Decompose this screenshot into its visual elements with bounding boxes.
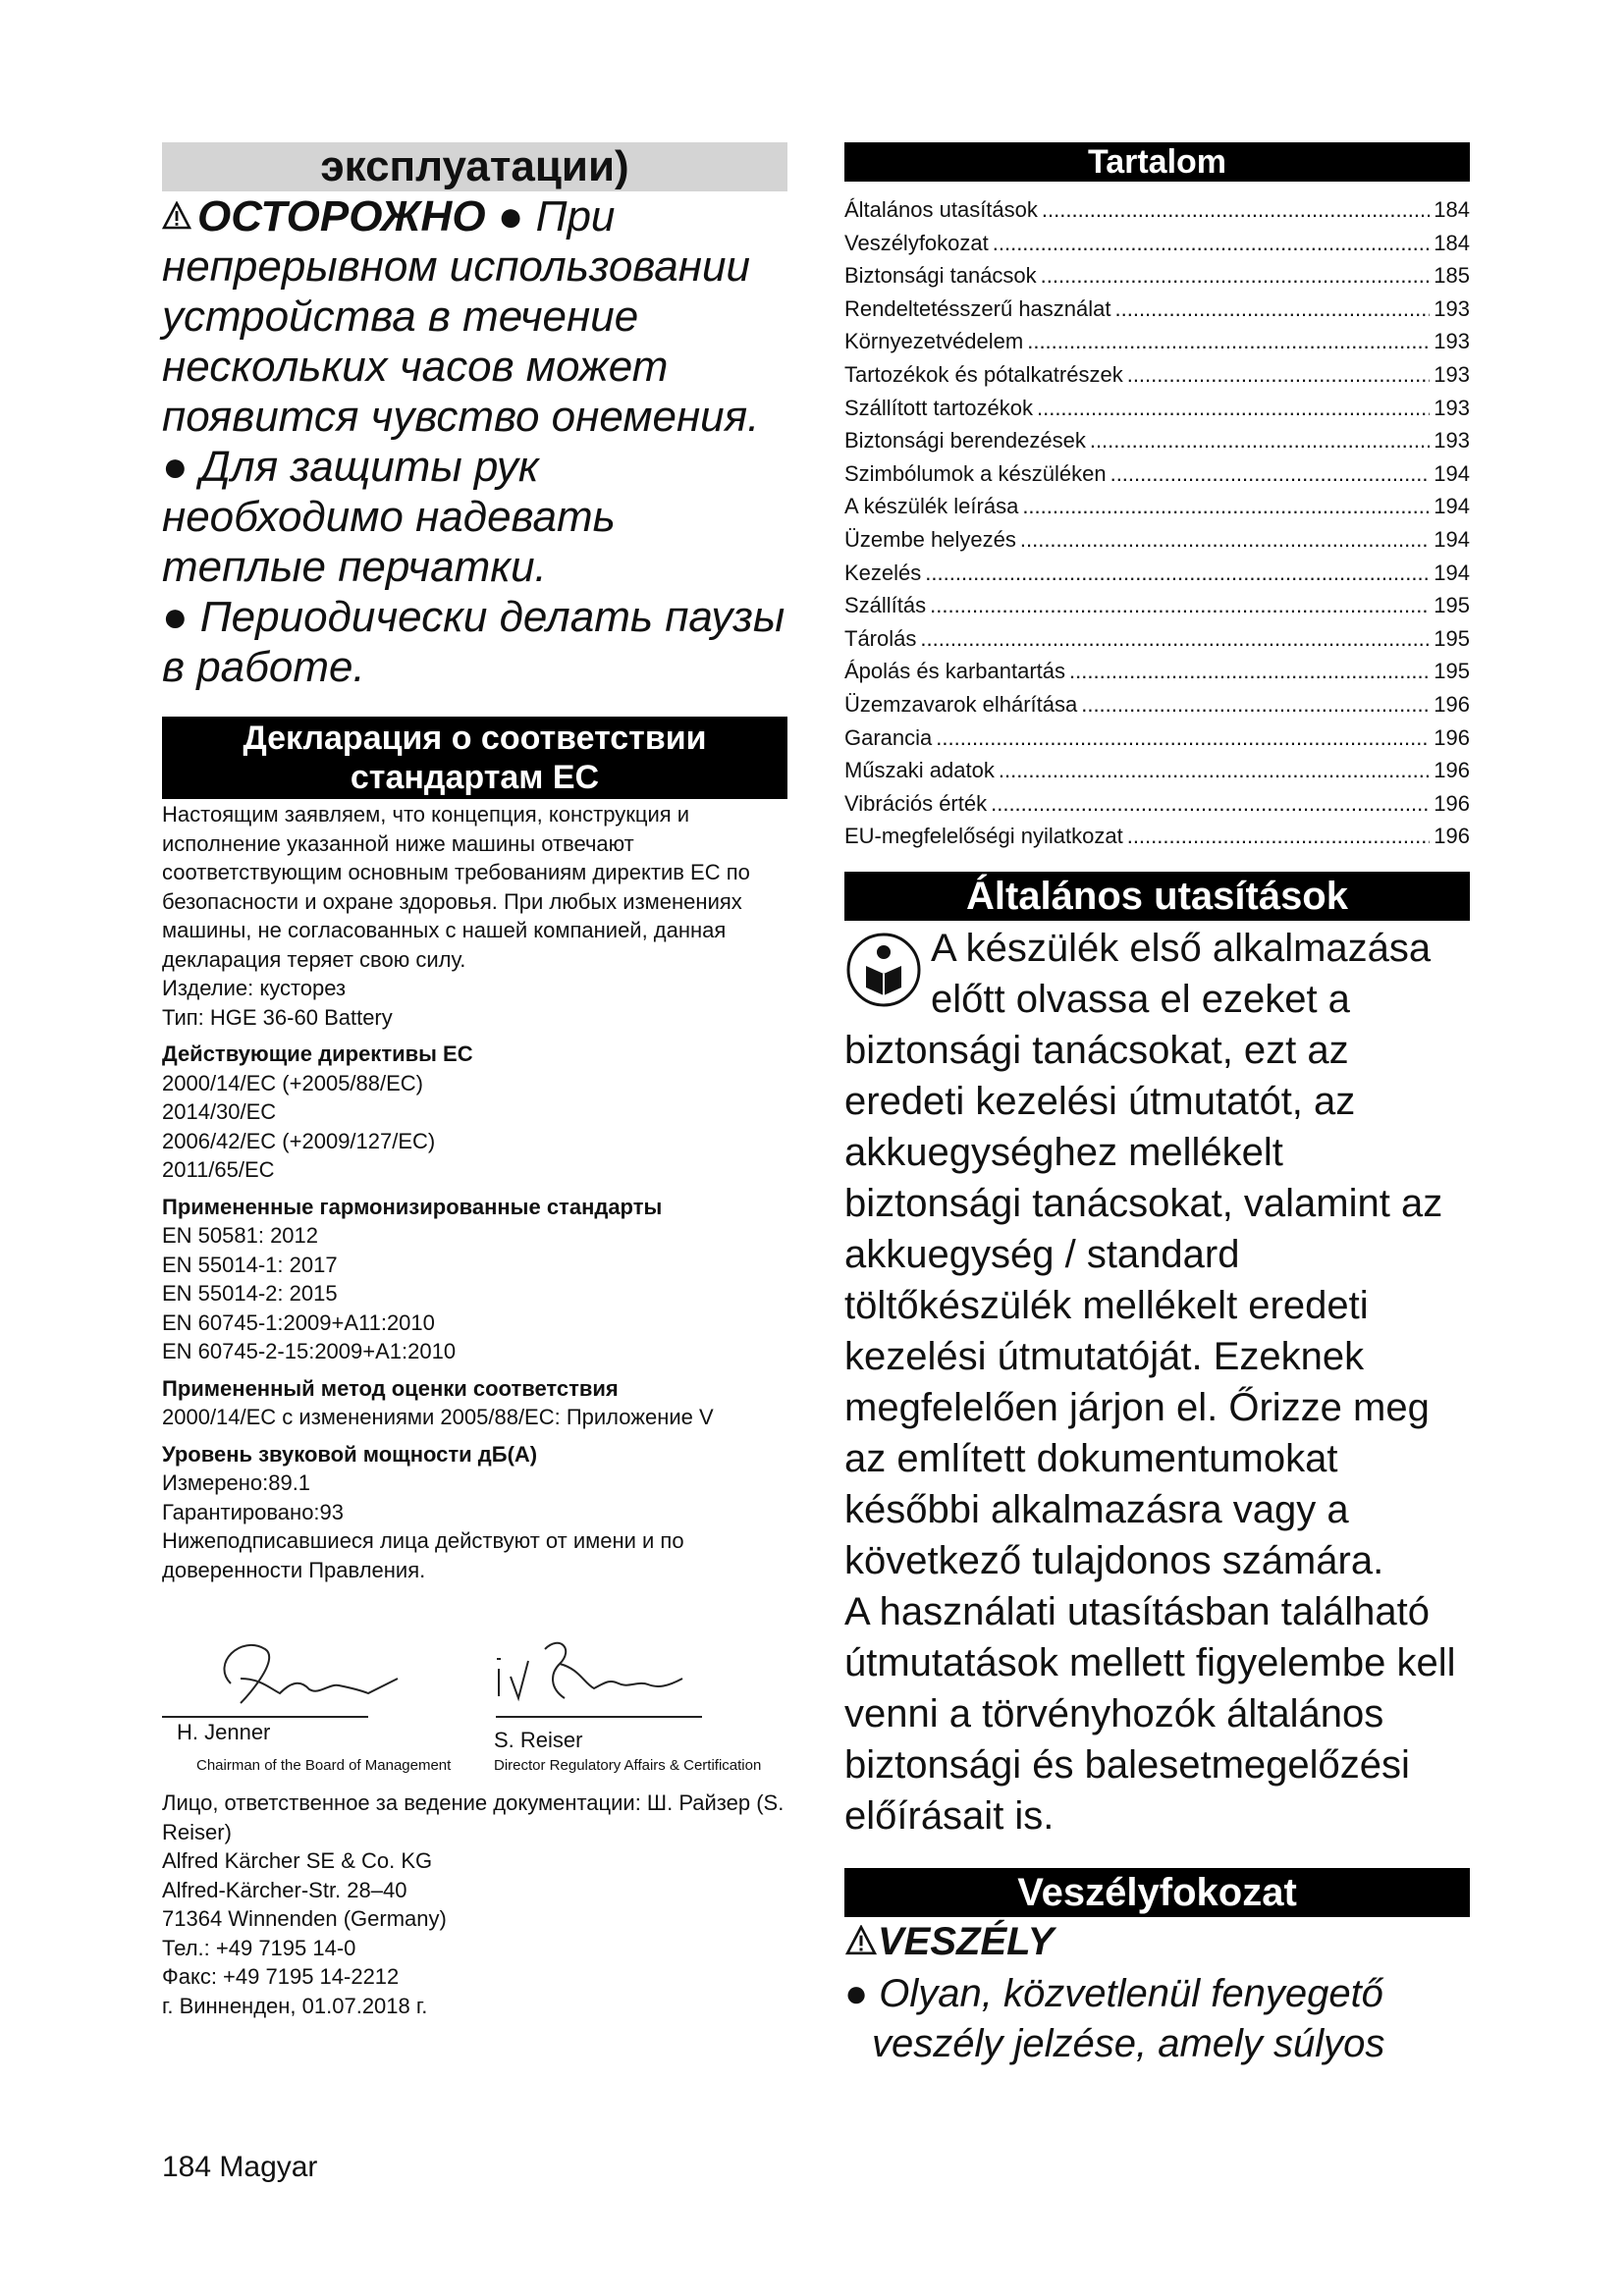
directive: 2006/42/EC (+2009/127/EC) [162, 1128, 436, 1153]
toc-leader [991, 787, 1430, 821]
toc-leader [1127, 820, 1431, 853]
sound-title: Уровень звуковой мощности дБ(А) [162, 1441, 538, 1467]
standard: EN 55014-1: 2017 [162, 1252, 338, 1277]
standards-title: Примененные гармонизированные стандарты [162, 1194, 663, 1219]
contact-line: Лицо, ответственное за ведение документации: Ш. Райзер (S. Reiser) [162, 1790, 785, 1844]
toc-entry [844, 193, 1470, 227]
toc-entry-title: Garancia [844, 724, 933, 750]
signer-2-name: S. Reiser [494, 1728, 583, 1752]
measured: Измерено:89.1 [162, 1470, 311, 1495]
toc-entry-page: 196 [1434, 691, 1470, 717]
toc-entry-page: 184 [1434, 230, 1470, 255]
warning-line: ● Для защиты рук необходимо надевать теплые перчатки. [162, 443, 616, 591]
toc-entry [844, 787, 1470, 821]
toc-leader [930, 589, 1430, 622]
guaranteed: Гарантировано:93 [162, 1499, 345, 1524]
toc-entry-title: Szimbólumok a készüléken [844, 460, 1107, 486]
contact-line: 71364 Winnenden (Germany) [162, 1906, 447, 1931]
directive: 2014/30/EC [162, 1099, 277, 1124]
contact-line: Тел.: +49 7195 14-0 [162, 1935, 356, 1960]
general-paragraph: A készülék első alkalmazása előtt olvassa el ezeket a biztonsági tanácsokat, ezt az eredeti kezelési útmutatót, az akkuegységhez mellékelt biztonsági tanácsokat, valamint az akkuegység / standard töltőkészülék mellékelt eredeti kezelési útmutatóját. Ezeknek megfelelően járjon el. Őrizze meg az említett dokumentumokat későbbi alkalmazásra vagy a következő tulajdonos számára. [844, 927, 1443, 1582]
toc-entry-title: A készülék leírása [844, 494, 1019, 519]
toc-entry-page: 196 [1434, 790, 1470, 816]
toc-entry-title: Tárolás [844, 625, 917, 651]
contact-line: Alfred-Kärcher-Str. 28–40 [162, 1877, 407, 1902]
toc-entry-title: Veszélyfokozat [844, 230, 989, 255]
toc-entry [844, 557, 1470, 590]
toc-entry-page: 185 [1434, 263, 1470, 289]
directive: 2000/14/EC (+2005/88/EC) [162, 1070, 424, 1095]
contact-line: Alfred Kärcher SE & Co. KG [162, 1848, 433, 1873]
warning-triangle-icon [162, 201, 191, 231]
toc-entry [844, 655, 1470, 688]
read-manual-icon [844, 931, 923, 1009]
danger-triangle-icon [844, 1925, 878, 1956]
page-footer: 184 Magyar [162, 2151, 318, 2183]
toc-leader [1127, 358, 1431, 392]
toc-entry [844, 589, 1470, 622]
toc-entry-title: Szállítás [844, 593, 927, 618]
toc-entry [844, 392, 1470, 425]
toc-entry-page: 196 [1434, 724, 1470, 750]
toc-entry-page: 194 [1434, 526, 1470, 552]
toc-leader [925, 557, 1430, 590]
toc-entry-page: 193 [1434, 361, 1470, 387]
warning-line: ● При непрерывном использовании устройства в течение нескольких часов может появится чувство онемения. [162, 192, 760, 441]
toc-entry [844, 325, 1470, 358]
toc-entry-title: Ápolás és karbantartás [844, 659, 1066, 684]
signer-1-role: Chairman of the Board of Management [196, 1757, 452, 1774]
toc-entry-title: Biztonsági tanácsok [844, 263, 1037, 289]
general-body [844, 923, 1470, 1842]
toc-entry-title: Üzemzavarok elhárítása [844, 691, 1078, 717]
warning-block [162, 191, 787, 692]
toc-leader [1110, 457, 1431, 491]
standard: EN 60745-2-15:2009+A1:2010 [162, 1339, 457, 1363]
declaration-title: Декларация о соответствии стандартам ЕС [162, 717, 787, 799]
signer-1-name: H. Jenner [177, 1720, 271, 1744]
toc-leader [936, 721, 1430, 755]
warning-line: ● Периодически делать паузы в работе. [162, 593, 785, 691]
toc-leader [1027, 325, 1430, 358]
method-title: Примененный метод оценки соответствия [162, 1375, 619, 1401]
toc-entry-page: 193 [1434, 428, 1470, 454]
toc-entry [844, 523, 1470, 557]
toc-entry [844, 754, 1470, 787]
toc-entry-title: Tartozékok és pótalkatrészek [844, 361, 1123, 387]
toc-entry [844, 259, 1470, 293]
standard: EN 60745-1:2009+A11:2010 [162, 1309, 435, 1335]
toc-entry [844, 293, 1470, 326]
toc-entry [844, 358, 1470, 392]
toc-leader [1041, 259, 1431, 293]
type: Тип: HGE 36-60 Battery [162, 1004, 393, 1030]
declaration-text: Настоящим заявляем, что концепция, конструкция и исполнение указанной ниже машины отвечают соответствующим основным требованиям директив ЕС по безопасности и охране здоровья. При любых изменениях машины, не согласованных с нашей компанией, данная декларация теряет свою силу. [162, 802, 750, 972]
directive: 2011/65/EC [162, 1157, 275, 1182]
toc-entry-title: Üzembe helyezés [844, 526, 1016, 552]
toc-leader [1081, 688, 1430, 721]
toc-entry-title: Környezetvédelem [844, 329, 1024, 354]
toc-entry [844, 457, 1470, 491]
contact-line: Факс: +49 7195 14-2212 [162, 1964, 400, 1989]
toc-entry-title: Szállított tartozékok [844, 395, 1033, 420]
toc-entry-page: 196 [1434, 824, 1470, 849]
toc-entry-page: 196 [1434, 758, 1470, 783]
danger-text: ● Olyan, közvetlenül fenyegető veszély jelzése, amely súlyos [844, 1972, 1385, 2065]
toc-leader [1069, 655, 1430, 688]
declaration-body [162, 800, 800, 1584]
toc-leader [1115, 293, 1431, 326]
toc-entry [844, 688, 1470, 721]
toc-entry-page: 193 [1434, 295, 1470, 321]
toc-entry [844, 227, 1470, 260]
danger-title: Veszélyfokozat [844, 1868, 1470, 1917]
signature-jenner-image [172, 1625, 407, 1723]
toc-entry-title: EU-megfelelőségi nyilatkozat [844, 824, 1123, 849]
danger-text-block [844, 1969, 1470, 2069]
method: 2000/14/EC с изменениями 2005/88/EC: Приложение V [162, 1405, 714, 1429]
toc-entry-page: 195 [1434, 625, 1470, 651]
toc-entry-page: 194 [1434, 560, 1470, 585]
toc-entry-title: Műszaki adatok [844, 758, 995, 783]
toc-entry [844, 424, 1470, 457]
toc-entry-page: 194 [1434, 460, 1470, 486]
toc-entry-page: 195 [1434, 659, 1470, 684]
toc-leader [999, 754, 1430, 787]
toc-leader [993, 227, 1431, 260]
warning-label: ОСТОРОЖНО [197, 192, 486, 240]
toc-entry [844, 721, 1470, 755]
contact-block [162, 1789, 800, 2020]
toc-entry-title: Kezelés [844, 560, 922, 585]
toc-leader [1020, 523, 1430, 557]
danger-label: VESZÉLY [878, 1920, 1055, 1963]
toc-entry [844, 622, 1470, 656]
signatures [162, 1625, 787, 1782]
toc-leader [1037, 392, 1430, 425]
toc-leader [920, 622, 1430, 656]
toc-leader [1090, 424, 1430, 457]
toc-entry-title: Rendeltetésszerű használat [844, 295, 1111, 321]
toc-entry-title: Általános utasítások [844, 197, 1038, 222]
toc-entry-page: 193 [1434, 329, 1470, 354]
toc-leader [1022, 490, 1430, 523]
toc-entry-page: 195 [1434, 593, 1470, 618]
standard: EN 50581: 2012 [162, 1223, 319, 1248]
toc-entry-title: Biztonsági berendezések [844, 428, 1086, 454]
signer-2-role: Director Regulatory Affairs & Certification [494, 1757, 762, 1774]
toc-entry-page: 193 [1434, 395, 1470, 420]
directives-title: Действующие директивы ЕС [162, 1041, 473, 1066]
toc-entry [844, 820, 1470, 853]
product: Изделие: кусторез [162, 976, 347, 1000]
danger-label-row [844, 1916, 1054, 1967]
toc-entry [844, 490, 1470, 523]
general-title: Általános utasítások [844, 872, 1470, 921]
signatories-note: Нижеподписавшиеся лица действуют от имени и по доверенности Правления. [162, 1528, 684, 1582]
toc-leader [1042, 193, 1430, 227]
toc-title: Tartalom [844, 142, 1470, 182]
general-paragraph: A használati utasításban található útmutatások mellett figyelembe kell venni a törvényhozók általános biztonsági és balesetmegelőzési előírásait is. [844, 1590, 1456, 1838]
section-heading: эксплуатации) [162, 142, 787, 191]
standard: EN 55014-2: 2015 [162, 1281, 338, 1306]
table-of-contents [844, 193, 1470, 853]
toc-entry-page: 194 [1434, 494, 1470, 519]
toc-entry-page: 184 [1434, 197, 1470, 222]
contact-line: г. Винненден, 01.07.2018 г. [162, 1993, 428, 2018]
signature-reiser-image [491, 1629, 687, 1718]
toc-entry-title: Vibrációs érték [844, 790, 988, 816]
